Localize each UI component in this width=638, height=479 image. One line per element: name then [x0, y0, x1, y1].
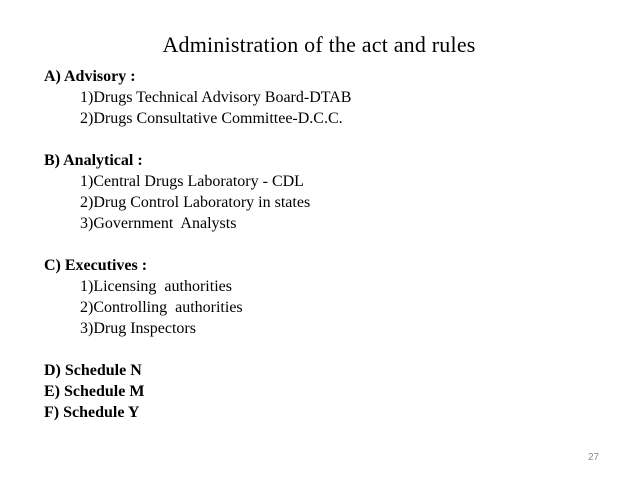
list-item: 3)Drug Inspectors	[80, 320, 196, 337]
slide-content	[44, 66, 604, 423]
list-item: 1)Central Drugs Laboratory - CDL	[80, 173, 304, 190]
section-heading-executives: C) Executives :	[44, 257, 148, 274]
list-item: 2)Drug Control Laboratory in states	[80, 194, 311, 211]
list-item: 3)Government Analysts	[80, 215, 237, 232]
section-heading-advisory: A) Advisory :	[44, 68, 136, 85]
schedule-n: D) Schedule N	[44, 362, 142, 379]
schedule-m: E) Schedule M	[44, 383, 145, 400]
list-item: 2)Drugs Consultative Committee-D.C.C.	[80, 110, 343, 127]
page-number: 27	[588, 452, 600, 463]
schedule-y: F) Schedule Y	[44, 404, 140, 421]
spacer	[44, 234, 604, 255]
list-item: 1)Licensing authorities	[80, 278, 232, 295]
section-heading-analytical: B) Analytical :	[44, 152, 143, 169]
spacer	[44, 339, 604, 360]
spacer	[44, 129, 604, 150]
slide-title: Administration of the act and rules	[162, 32, 476, 57]
list-item: 2)Controlling authorities	[80, 299, 243, 316]
list-item: 1)Drugs Technical Advisory Board-DTAB	[80, 89, 352, 106]
